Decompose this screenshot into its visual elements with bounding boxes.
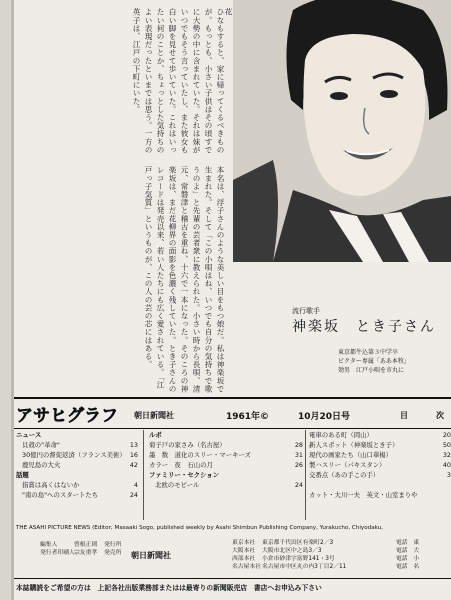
imprint-label: 発行者印刷人 [40, 550, 75, 556]
office-address: 名古屋市中区丸の内3丁目2／11 [262, 564, 347, 570]
caption-role: 流行歌手 [292, 307, 320, 315]
imprint-names [74, 541, 97, 557]
toc-entry[interactable] [309, 440, 451, 450]
english-imprint: THE ASAHI PICTURE NEWS (Editor; Masaaki Sogo, published weekly by Asahi Shimbun Publishing Company, Yurakucho, Chiyodaku, [16, 525, 384, 531]
toc-entry-title: 現代の画家たち（山口華楊） [309, 451, 393, 459]
imprint-label: 発行所 [104, 542, 122, 548]
toc-entry-page: 32 [442, 451, 451, 459]
office-phone: 電話 東 [396, 540, 420, 546]
toc-entry-page: 20 [442, 431, 451, 439]
toc-section-head: ルポ [149, 431, 162, 439]
toc-entry-title: 電車のある町（岡山） [309, 431, 373, 439]
credits: カット・大川一夫 英文・山室まりや [309, 491, 418, 499]
imprint-publisher: 朝日新聞社 [131, 551, 171, 560]
toc-entry-title [149, 450, 289, 460]
toc-entry-page: 24 [294, 481, 303, 489]
office-address: 東京都千代田区有楽町2／3 [262, 540, 334, 546]
issue-date: 10月20日号 [298, 412, 351, 422]
page-gutter [0, 0, 14, 600]
office-name: 大阪本社 [232, 548, 256, 554]
caption-line: 東京都牛込第３中学卒 [338, 349, 399, 356]
imprint-label: 編集人 [40, 542, 58, 548]
toc-section-head: 話題 [16, 471, 29, 479]
toc-entry-page: 16 [129, 451, 138, 459]
imprint-label: 発売所 [104, 550, 122, 556]
imprint-phones [396, 539, 419, 571]
toc-section-head: ファミリー・セクション [149, 471, 220, 479]
toc-middle-column [149, 430, 303, 490]
portrait-photo [233, 0, 451, 262]
toc-entry-title: 交番点（あの手この手） [309, 471, 380, 479]
office-address: 小倉市砂津字富野141・3号 [262, 556, 335, 562]
toc-entry-title: 製ハスリー（パキスタン） [309, 461, 386, 469]
toc-entry-page: 50 [442, 441, 451, 449]
imprint-addresses [262, 539, 346, 571]
imprint-name: 曾根正則 [74, 542, 98, 548]
toc-entry[interactable] [16, 450, 138, 460]
toc-entry-page: 3 [446, 471, 451, 479]
toc-divider [305, 430, 306, 520]
imprint-labels-2 [104, 541, 121, 557]
imprint-name: 宗友重孝 [74, 550, 98, 556]
toc-entry[interactable] [149, 440, 303, 450]
toc-entry-title: "南の島"へのスタートたち [22, 491, 99, 499]
office-name: 東京本社 [232, 540, 256, 546]
contents-rule [14, 428, 451, 429]
toc-divider [143, 430, 144, 520]
toc-entry-title: 菊子戸の家さみ（名古屋） [149, 441, 226, 449]
toc-entry-label: 墨 数 [149, 451, 169, 459]
article-column-edge: 花 [224, 8, 233, 17]
office-phone: 電話 名 [396, 564, 420, 570]
masthead-publisher: 朝日新聞社 [134, 411, 174, 420]
toc-entry-page: 24 [129, 491, 138, 499]
article-column-lower: 本名は、浮子さんのような美しい目をもつ娘だ。私は神楽坂で生まれた。そして「この小唄はね、いつでも自分の気持ちで歌うのよ」と先輩の芸者衆に教えられた。小さい時から長唄、清元、常磐津と稽古を重ね、十六で一本になった。そのころの神楽坂は、まだ花柳界の面影を色濃く残していた。とき子さんのレコードは発売以来、若い人たちにも広く愛されている。「江戸っ子気質」というものが、この人の芸の芯にはある。 [144, 166, 225, 393]
article-column-upper: ひなもすると、家に帰ってくるべきものが。もっとも、小さい子供はその頃すでに大勢の中に含まれていた。それは妹がいつでもそう言っていたし、また彼女も白い脚を見せて歩いていた。これはいったい何のことか、ちょっとした気持ちのよい表現だったといまでは思う。一方の英子は、江戸の下町にいた。 [132, 8, 225, 154]
toc-entry[interactable] [309, 460, 451, 470]
toc-right-column [309, 430, 451, 500]
toc-entry[interactable] [309, 470, 451, 480]
toc-entry-title: 30億円の督促返済（フランス美術） [22, 451, 126, 459]
toc-entry-title: 指賞は高くはないか [22, 481, 80, 489]
imprint-labels [40, 541, 75, 557]
toc-entry-page: 28 [294, 441, 303, 449]
toc-entry-sub: 道化のスリー・マーキーズ [174, 451, 251, 459]
caption-name: 神楽坂 とき子さん [292, 319, 436, 335]
office-address: 大阪市北区中之島3／3 [262, 548, 322, 554]
office-name: 名古屋本社 [232, 564, 261, 570]
logo-text: アサヒグラフ [16, 406, 118, 426]
portrait-illustration [233, 0, 451, 262]
toc-entry[interactable] [16, 460, 138, 470]
toc-left-column [16, 430, 138, 500]
toc-entry[interactable] [16, 440, 138, 450]
toc-entry-title: 鹿児島の大火 [22, 461, 61, 469]
toc-entry-page: 26 [294, 461, 303, 469]
toc-entry-title: 貝殻の"革命" [22, 441, 60, 449]
toc-entry-label: カラー 夜 [149, 461, 181, 469]
toc-section-head: ニュース [16, 431, 42, 439]
toc-entry-page: 13 [129, 441, 138, 449]
toc-entry[interactable] [309, 430, 451, 440]
contents-heading: 目 [400, 411, 408, 420]
toc-entry[interactable] [16, 490, 138, 500]
contents-heading-2: 次 [436, 411, 444, 420]
toc-entry[interactable] [149, 480, 303, 490]
subscription-notice: 本誌購読をご希望の方は 上記各社出版業務部またはは最寄りの新聞販売店 書店へお申込み下さい [16, 584, 322, 592]
caption-details [338, 348, 410, 375]
toc-entry[interactable] [149, 460, 303, 470]
toc-entry-title [149, 460, 289, 470]
toc-entry[interactable] [16, 480, 138, 490]
office-phone: 電話 大 [396, 548, 420, 554]
toc-entry-title: 新人スポット（神楽坂とき子） [309, 441, 399, 449]
toc-entry-page: 31 [294, 451, 303, 459]
toc-entry[interactable] [149, 450, 303, 460]
masthead-rule [14, 397, 451, 399]
toc-entry[interactable] [309, 450, 451, 460]
caption-line: 効男 江戸小唄を市丸に [338, 367, 405, 374]
toc-entry-title: 北欧のモビール [155, 481, 200, 489]
toc-entry-sub: 石山の月 [187, 461, 213, 469]
toc-entry-page: 4 [133, 481, 138, 489]
issue-year: 1961年© [226, 412, 270, 422]
office-phone: 電話 小 [396, 556, 420, 562]
caption-line: ビクター専属「ああ本牧」 [338, 358, 410, 365]
office-name: 西部本社 [232, 556, 256, 562]
toc-entry-page: 40 [442, 461, 451, 469]
footer-rule [14, 578, 451, 579]
asahigraph-logo [14, 402, 126, 426]
toc-entry-page: 42 [129, 461, 138, 469]
